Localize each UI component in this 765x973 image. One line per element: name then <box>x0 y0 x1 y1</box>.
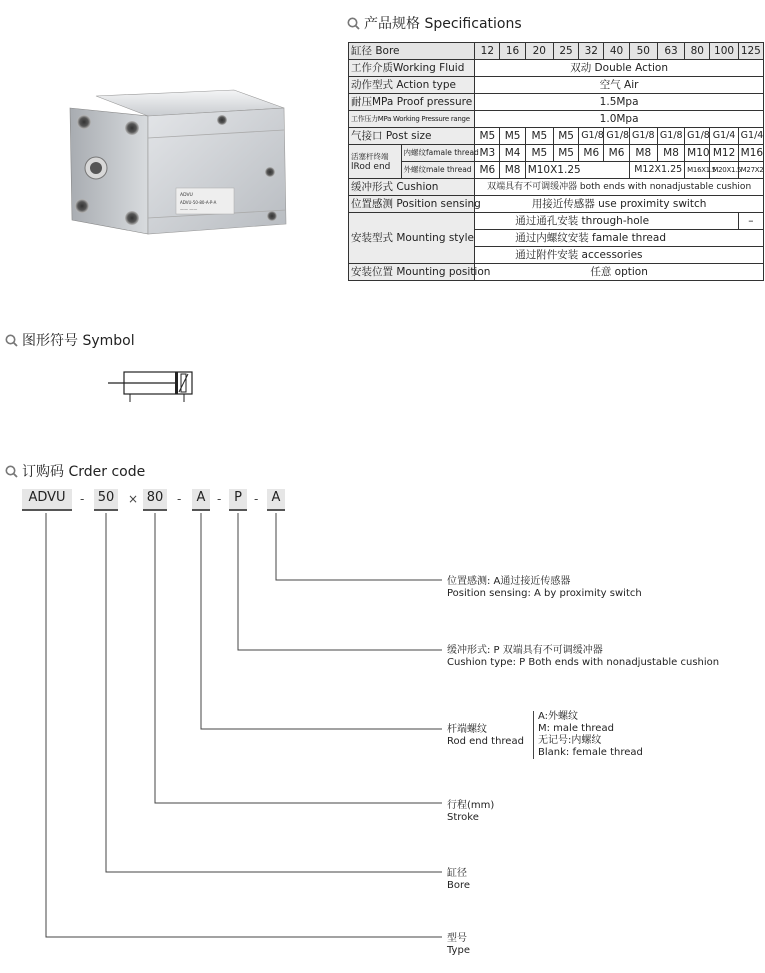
rod-end-label-cn: 活塞杆终端 <box>351 151 389 161</box>
note-line: 位置感测: A通过接近传感器 <box>447 576 571 587</box>
bore-value: 25 <box>553 43 578 60</box>
male-thread-value: M6 <box>475 162 500 179</box>
note-stroke <box>447 800 494 824</box>
mounting-style-value: 通过内螺纹安装 famale thread <box>475 230 764 247</box>
symbol-title-text: 图形符号 Symbol <box>22 333 135 349</box>
code-separator: - <box>254 492 259 506</box>
action-type-value: 空气 Air <box>475 77 764 94</box>
code-separator: × <box>128 492 139 506</box>
rod-end-label-en: lRod end <box>351 161 391 172</box>
bore-value: 16 <box>500 43 525 60</box>
code-segment-type: ADVU <box>22 489 72 511</box>
order-code-title-text: 订购码 Crder code <box>22 464 146 480</box>
port-size-value: G1/8 <box>579 128 604 145</box>
female-thread-value: M10 <box>685 145 710 162</box>
female-thread-value: M5 <box>553 145 578 162</box>
code-segment-cushion: P <box>229 489 247 511</box>
proof-pressure-label: 耐压MPa Proof pressure <box>349 94 475 111</box>
note-line: A:外螺纹 <box>538 711 579 722</box>
product-label-line: ADVU-50-80-A-P-A <box>180 200 217 205</box>
port-size-value: G1/8 <box>604 128 629 145</box>
note-line: Cushion type: P Both ends with nonadjustable cushion <box>447 657 720 668</box>
male-thread-value: M16X1.5 <box>685 162 710 179</box>
note-bore <box>447 868 470 892</box>
note-line: M: male thread <box>538 723 614 734</box>
female-thread-value: M12 <box>710 145 738 162</box>
proof-pressure-value: 1.5Mpa <box>475 94 764 111</box>
cushion-label: 缓冲形式 Cushion <box>349 179 475 196</box>
note-type <box>447 933 470 957</box>
note-line: 杆端螺纹 <box>447 724 487 735</box>
male-thread-value: M8 <box>500 162 525 179</box>
code-segment-rod-end: A <box>192 489 210 511</box>
port-size-value: M5 <box>525 128 553 145</box>
leader-line-position-sensing <box>276 513 442 580</box>
mounting-style-value: 通过通孔安装 through-hole <box>475 213 738 230</box>
bore-value: 80 <box>685 43 710 60</box>
female-thread-value: M3 <box>475 145 500 162</box>
specifications-title-text: 产品规格 Specifications <box>364 16 522 32</box>
female-thread-value: M16 <box>738 145 763 162</box>
bore-value: 63 <box>657 43 684 60</box>
action-type-label: 动作型式 Action type <box>349 77 475 94</box>
port-size-value: G1/8 <box>657 128 684 145</box>
female-thread-value: M6 <box>579 145 604 162</box>
mounting-style-dash: – <box>738 213 763 230</box>
note-cushion <box>447 645 719 669</box>
note-line: Position sensing: A by proximity switch <box>447 588 642 599</box>
note-line: 缸径 <box>447 868 467 879</box>
female-thread-label: 内螺纹famale thread <box>401 145 475 162</box>
female-thread-value: M8 <box>629 145 657 162</box>
note-line: Blank: female thread <box>538 747 643 758</box>
male-thread-value: M12X1.25 <box>629 162 685 179</box>
port-size-value: G1/4 <box>710 128 738 145</box>
bore-label: 缸径 Bore <box>349 43 475 60</box>
working-pressure-value: 1.0Mpa <box>475 111 764 128</box>
note-line: 行程(mm) <box>447 800 495 811</box>
bore-value: 40 <box>604 43 629 60</box>
bore-value: 50 <box>629 43 657 60</box>
note-rod-end <box>447 724 524 748</box>
bore-value: 12 <box>475 43 500 60</box>
port-size-value: M5 <box>500 128 525 145</box>
mounting-style-value: 通过附件安装 accessories <box>475 247 764 264</box>
code-segment-bore: 50 <box>94 489 118 511</box>
note-line: Type <box>447 945 470 956</box>
leader-line-stroke <box>155 513 442 803</box>
port-size-value: G1/8 <box>629 128 657 145</box>
code-separator: - <box>217 492 222 506</box>
note-line: 型号 <box>447 933 467 944</box>
male-thread-label: 外螺纹male thread <box>401 162 475 179</box>
mounting-style-label: 安装型式 Mounting style <box>349 213 475 264</box>
female-thread-value: M5 <box>525 145 553 162</box>
working-pressure-label: 工作压力MPa Working Pressure range <box>349 111 475 128</box>
port-size-value: G1/8 <box>685 128 710 145</box>
mounting-position-label: 安装位置 Mounting position <box>349 264 475 281</box>
bore-value: 20 <box>525 43 553 60</box>
male-thread-value: M27X2 <box>738 162 763 179</box>
port-size-value: M5 <box>475 128 500 145</box>
cushion-value: 双端具有不可调缓冲器 both ends with nonadjustable cushion <box>475 179 764 196</box>
male-thread-value: M10X1.25 <box>525 162 629 179</box>
bore-value: 32 <box>579 43 604 60</box>
note-line: 无记号:内螺纹 <box>538 735 602 746</box>
female-thread-value: M4 <box>500 145 525 162</box>
note-line: Stroke <box>447 812 479 823</box>
male-thread-value: M20X1.5 <box>710 162 738 179</box>
working-fluid-label: 工作介质Working Fluid <box>349 60 475 77</box>
note-position-sensing <box>447 576 642 600</box>
working-fluid-value: 双动 Double Action <box>475 60 764 77</box>
leader-line-type <box>46 513 442 937</box>
note-line: 缓冲形式: P 双端具有不可调缓冲器 <box>447 645 603 656</box>
position-sensing-label: 位置感测 Position sensing <box>349 196 475 213</box>
port-size-value: G1/4 <box>738 128 763 145</box>
note-line: Bore <box>447 880 471 891</box>
bore-value: 125 <box>738 43 763 60</box>
code-segment-position-sensing: A <box>267 489 285 511</box>
female-thread-value: M6 <box>604 145 629 162</box>
code-separator: - <box>80 492 85 506</box>
code-separator: - <box>177 492 182 506</box>
port-size-label: 气接口 Post size <box>349 128 475 145</box>
position-sensing-value: 用接近传感器 use proximity switch <box>475 196 764 213</box>
bore-value: 100 <box>710 43 738 60</box>
leader-line-cushion <box>238 513 442 650</box>
leader-line-bore <box>106 513 442 872</box>
note-rod-end-options <box>533 711 643 759</box>
port-size-value: M5 <box>553 128 578 145</box>
product-label-line: ADVU <box>180 193 193 198</box>
leader-line-rod-end <box>201 513 442 729</box>
female-thread-value: M8 <box>657 145 684 162</box>
mounting-position-value: 任意 option <box>475 264 764 281</box>
code-segment-stroke: 80 <box>143 489 167 511</box>
product-label-line: —— —— <box>180 207 198 212</box>
note-line: Rod end thread <box>447 736 524 747</box>
